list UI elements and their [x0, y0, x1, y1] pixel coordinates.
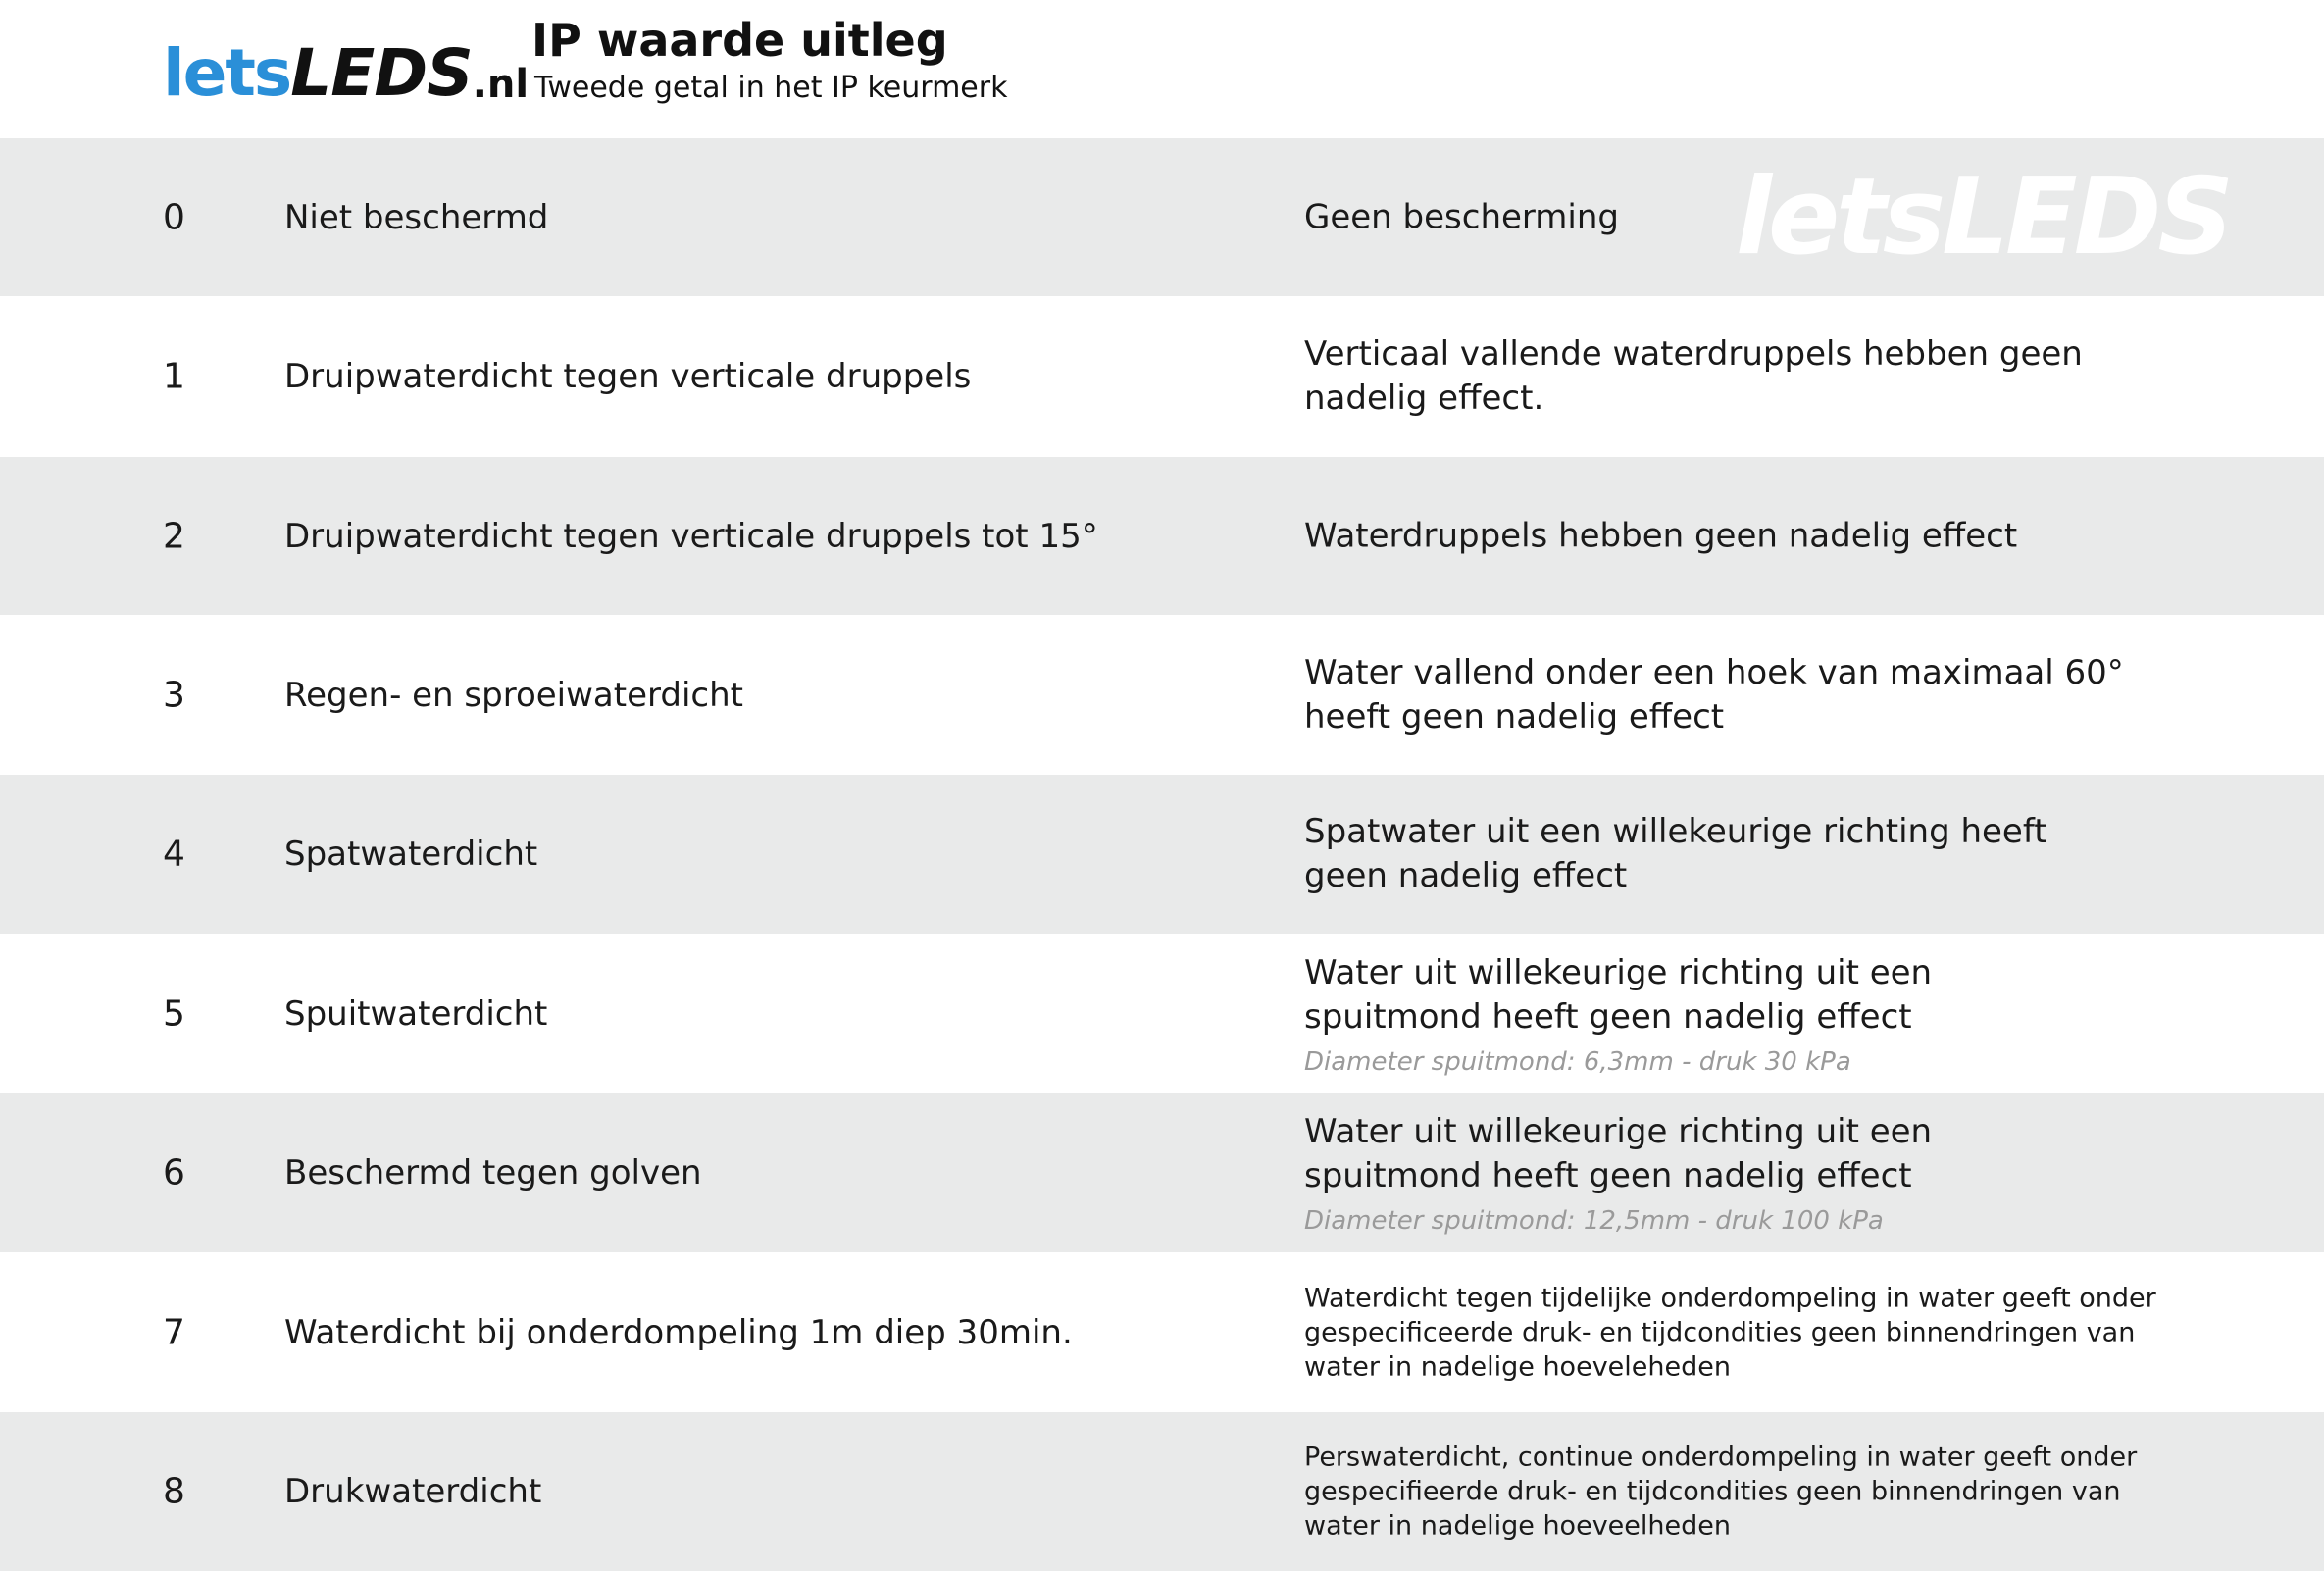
- ip-table: [0, 138, 2324, 1571]
- ip-number: 2: [163, 516, 185, 556]
- ip-number: 8: [163, 1471, 185, 1512]
- ip-name: Druipwaterdicht tegen verticale druppels: [284, 357, 972, 396]
- ip-description: [1304, 514, 2187, 558]
- logo-lets: lets: [163, 35, 291, 111]
- table-row: [0, 1252, 2324, 1412]
- logo-leds: LEDS: [290, 35, 473, 111]
- ip-name: Spuitwaterdicht: [284, 993, 548, 1034]
- ip-description-text: Water uit willekeurige richting uit een spuitmond heeft geen nadelig effect: [1304, 1112, 1933, 1195]
- ip-number: 7: [163, 1312, 185, 1352]
- ip-description-note: Diameter spuitmond: 6,3mm - druk 30 kPa: [1304, 1046, 1851, 1077]
- table-row: [0, 1093, 2324, 1252]
- ip-name: Druipwaterdicht tegen verticale druppels tot 15°: [284, 516, 1098, 556]
- ip-description-text: Verticaal vallende waterdruppels hebben geen nadelig effect.: [1304, 334, 2083, 418]
- page-title: IP waarde uitleg: [531, 14, 948, 67]
- ip-description-text: Geen bescherming: [1304, 197, 1619, 236]
- ip-name: Niet beschermd: [284, 197, 549, 237]
- ip-number: 4: [163, 834, 185, 875]
- letsleds-logo: [163, 18, 530, 111]
- ip-description-text: Spatwater uit een willekeurige richting heeft geen nadelig effect: [1304, 812, 2047, 895]
- letsleds-watermark: letsLEDS: [1736, 156, 2231, 279]
- table-row: [0, 1412, 2324, 1571]
- ip-name: Regen- en sproeiwaterdicht: [284, 675, 743, 715]
- ip-description-text: Water vallend onder een hoek van maximaal 60° heeft geen nadelig effect: [1304, 652, 2124, 736]
- ip-description: [1304, 1110, 2187, 1236]
- ip-number: 6: [163, 1152, 185, 1193]
- ip-number: 3: [163, 675, 185, 715]
- table-row: [0, 615, 2324, 775]
- ip-description-text: Waterdicht tegen tijdelijke onderdompeling in water geeft onder gespecificeerde druk- en tijdcondities geen binnendringen van water in nadelige hoeveleheden: [1304, 1283, 2156, 1382]
- ip-description: [1304, 1281, 2187, 1384]
- ip-number: 0: [163, 197, 185, 237]
- ip-name: Waterdicht bij onderdompeling 1m diep 30min.: [284, 1312, 1073, 1352]
- ip-number: 1: [163, 356, 185, 397]
- logo-domain: .nl: [472, 62, 530, 107]
- ip-description-text: Waterdruppels hebben geen nadelig effect: [1304, 516, 2018, 555]
- header: [0, 0, 2324, 137]
- page-subtitle: Tweede getal in het IP keurmerk: [534, 71, 1008, 105]
- ip-name: Beschermd tegen golven: [284, 1153, 702, 1192]
- ip-description-note: Diameter spuitmond: 12,5mm - druk 100 kPa: [1304, 1206, 1884, 1236]
- table-row: [0, 775, 2324, 934]
- ip-description: [1304, 332, 2187, 421]
- table-row: [0, 296, 2324, 457]
- ip-description: [1304, 810, 2187, 898]
- ip-name: Spatwaterdicht: [284, 835, 538, 874]
- ip-name: Drukwaterdicht: [284, 1472, 542, 1511]
- ip-description: [1304, 951, 2187, 1077]
- table-row: [0, 457, 2324, 615]
- ip-number: 5: [163, 993, 185, 1034]
- ip-description-text: Perswaterdicht, continue onderdompeling in water geeft onder gespecifieerde druk- en tijdcondities geen binnendringen van water in nadelige hoeveelheden: [1304, 1442, 2138, 1542]
- ip-description: [1304, 651, 2187, 739]
- table-row: [0, 934, 2324, 1093]
- table-row: [0, 138, 2324, 296]
- ip-description: [1304, 1441, 2187, 1544]
- ip-description-text: Water uit willekeurige richting uit een spuitmond heeft geen nadelig effect: [1304, 952, 1933, 1037]
